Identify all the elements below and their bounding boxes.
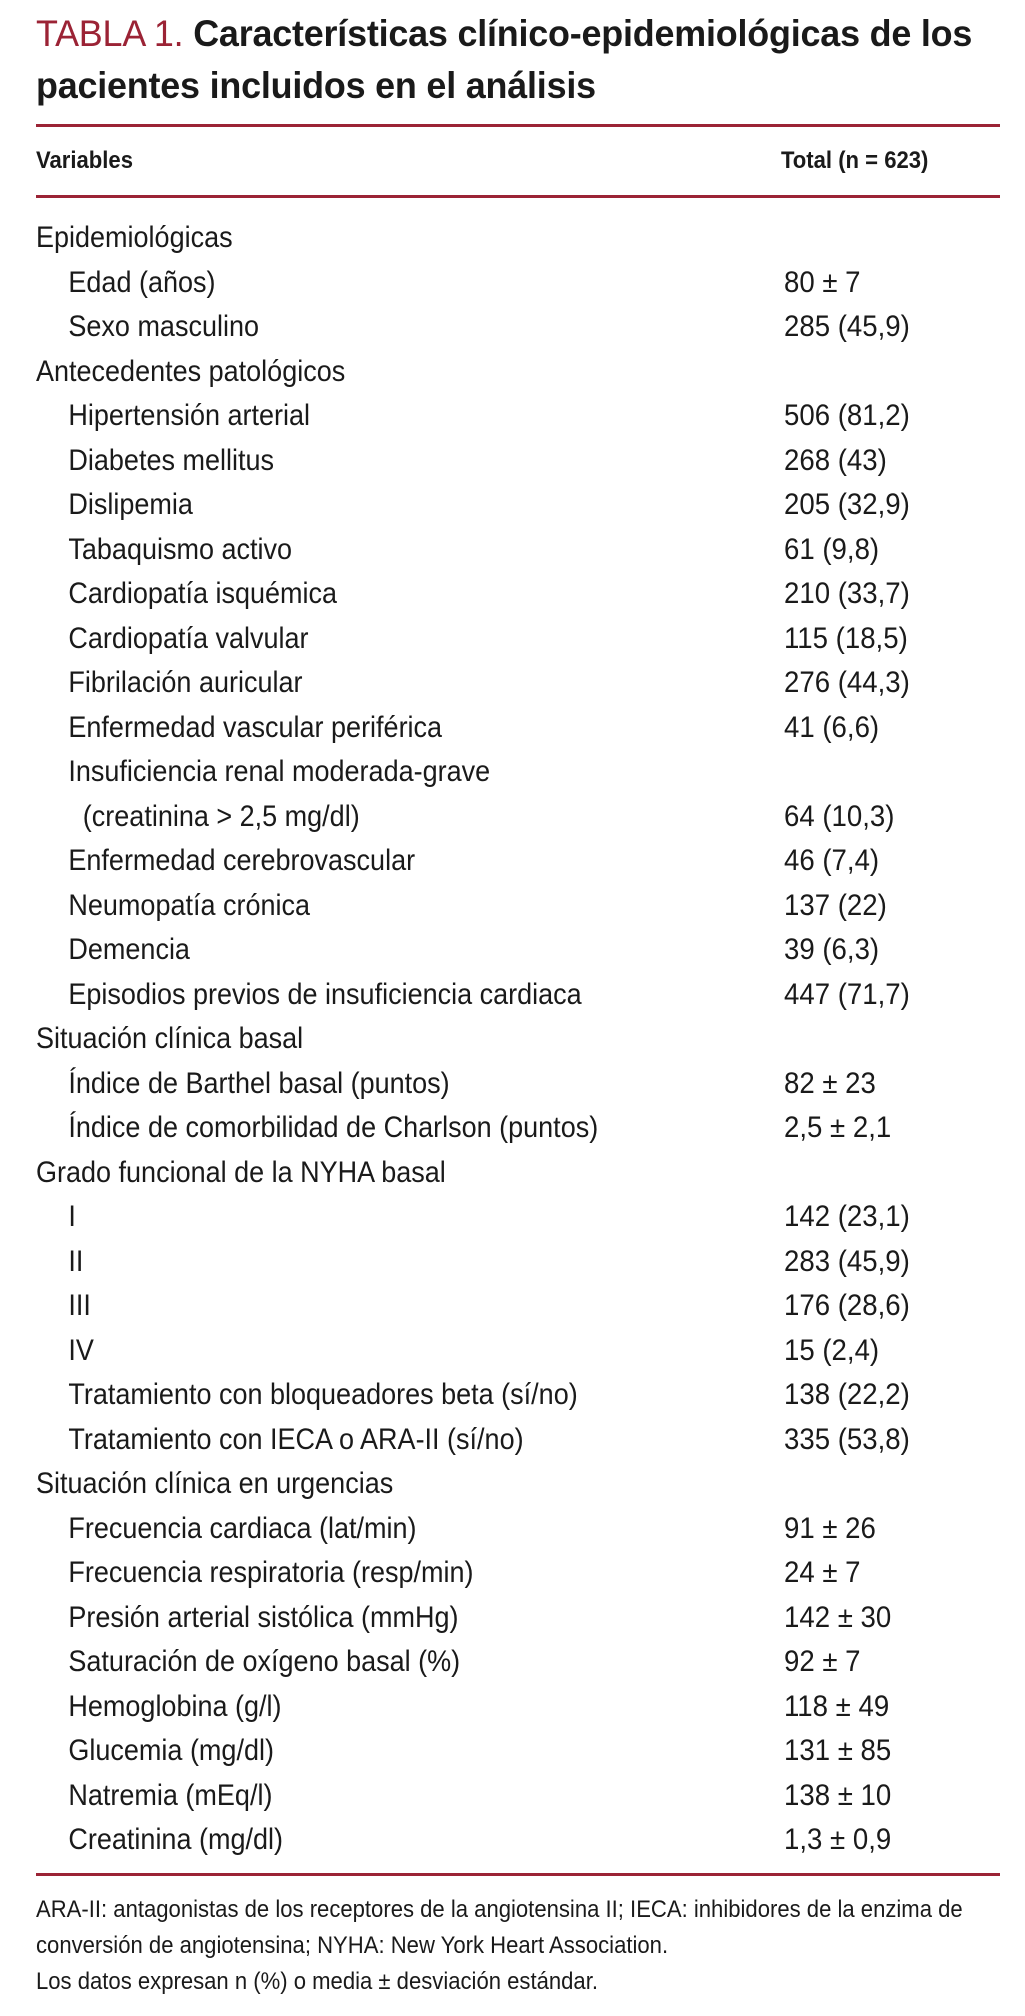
table-row [36, 1373, 1000, 1418]
section-heading-row [36, 350, 1000, 395]
table-row [36, 1507, 1000, 1552]
row-value: 91 ± 26 [784, 1511, 876, 1545]
row-label: Insuficiencia renal moderada-grave [68, 755, 491, 789]
table-title [36, 8, 996, 112]
row-label: IV [68, 1333, 94, 1367]
row-label: Episodios previos de insuficiencia cardiaca [68, 977, 582, 1011]
table-row [36, 261, 1000, 306]
table-row [36, 1329, 1000, 1374]
table-row [36, 439, 1000, 484]
table-row [36, 1418, 1000, 1463]
table-header [36, 127, 1015, 195]
row-label: Frecuencia respiratoria (resp/min) [68, 1556, 474, 1590]
row-label: Hemoglobina (g/l) [68, 1689, 282, 1723]
table-row [36, 884, 1000, 929]
row-label: Situación clínica en urgencias [36, 1467, 394, 1501]
row-value: 131 ± 85 [784, 1734, 892, 1768]
row-value: 210 (33,7) [784, 577, 910, 611]
row-value: 24 ± 7 [784, 1556, 861, 1590]
table-caption: Características clínico-epidemiológicas de los pacientes incluidos en el análisis [36, 13, 973, 106]
header-variables: Variables [36, 147, 133, 174]
table-body [36, 198, 1000, 1873]
row-value: 82 ± 23 [784, 1066, 876, 1100]
section-heading-row [36, 216, 1000, 261]
table-row [36, 1284, 1000, 1329]
table-row [36, 1596, 1000, 1641]
table-row [36, 928, 1000, 973]
row-label: II [68, 1244, 84, 1278]
row-value: 335 (53,8) [784, 1422, 910, 1456]
row-label: Tabaquismo activo [68, 532, 293, 566]
table-row [36, 1818, 1000, 1863]
table-row [36, 1195, 1000, 1240]
table-row [36, 839, 1000, 884]
row-value: 205 (32,9) [784, 488, 910, 522]
row-label: Demencia [68, 933, 190, 967]
row-label: Tratamiento con bloqueadores beta (sí/no) [68, 1378, 578, 1412]
row-label: Tratamiento con IECA o ARA-II (sí/no) [68, 1422, 524, 1456]
table-number: TABLA 1. [36, 13, 184, 54]
section-heading-row [36, 1462, 1000, 1507]
row-label: Frecuencia cardiaca (lat/min) [68, 1511, 417, 1545]
row-label: Hipertensión arterial [68, 399, 311, 433]
row-value: 142 (23,1) [784, 1200, 910, 1234]
table-row [36, 1551, 1000, 1596]
table-row [36, 1062, 1000, 1107]
row-value: 176 (28,6) [784, 1289, 910, 1323]
table-row [36, 795, 1000, 840]
table-row [36, 973, 1000, 1018]
row-value: 15 (2,4) [784, 1333, 880, 1367]
row-label: Grado funcional de la NYHA basal [36, 1155, 446, 1189]
row-label: Situación clínica basal [36, 1022, 304, 1056]
row-value: 268 (43) [784, 443, 887, 477]
table-document [36, 8, 1000, 2000]
row-value: 80 ± 7 [784, 265, 861, 299]
table-row [36, 661, 1000, 706]
table-row [36, 1640, 1000, 1685]
row-value: 92 ± 7 [784, 1645, 861, 1679]
row-value: 283 (45,9) [784, 1244, 910, 1278]
row-label: III [68, 1289, 91, 1323]
row-label: Sexo masculino [68, 310, 260, 344]
row-label: Neumopatía crónica [68, 888, 311, 922]
table-row [36, 1685, 1000, 1730]
header-total: Total (n = 623) [780, 147, 929, 174]
data-format-note: Los datos expresan n (%) o media ± desviación estándar. [36, 1967, 598, 1995]
row-label: Dislipemia [68, 488, 193, 522]
row-label: Glucemia (mg/dl) [68, 1734, 274, 1768]
row-label: Cardiopatía isquémica [68, 577, 338, 611]
row-label: (creatinina > 2,5 mg/dl) [82, 799, 360, 833]
table-row [36, 394, 1000, 439]
table-row [36, 305, 1000, 350]
row-value: 41 (6,6) [784, 710, 880, 744]
row-value: 1,3 ± 0,9 [784, 1823, 892, 1857]
table-row [36, 706, 1000, 751]
row-value: 447 (71,7) [784, 977, 910, 1011]
row-value: 2,5 ± 2,1 [784, 1111, 892, 1145]
row-value: 276 (44,3) [784, 666, 910, 700]
table-row [36, 1106, 1000, 1151]
row-value: 137 (22) [784, 888, 887, 922]
table-row [36, 483, 1000, 528]
row-value: 118 ± 49 [784, 1689, 890, 1723]
row-value: 61 (9,8) [784, 532, 880, 566]
table-row [36, 1729, 1000, 1774]
table-row [36, 1774, 1000, 1819]
table-row [36, 617, 1000, 662]
table-row [36, 750, 1000, 795]
table-row [36, 1240, 1000, 1285]
row-value: 46 (7,4) [784, 844, 880, 878]
abbreviations-note: ARA-II: antagonistas de los receptores de la angiotensina II; IECA: inhibidores de la enzima de conversión de angiotensina; NYHA: New York Heart Association. [36, 1895, 963, 1959]
row-value: 138 (22,2) [784, 1378, 910, 1412]
row-label: Creatinina (mg/dl) [68, 1823, 283, 1857]
row-label: Fibrilación auricular [68, 666, 303, 700]
row-value: 506 (81,2) [784, 399, 910, 433]
row-value: 138 ± 10 [784, 1778, 892, 1812]
table-row [36, 572, 1000, 617]
row-label: Enfermedad cerebrovascular [68, 844, 416, 878]
row-label: Índice de Barthel basal (puntos) [68, 1066, 450, 1100]
row-label: Edad (años) [68, 265, 216, 299]
row-value: 285 (45,9) [784, 310, 910, 344]
row-label: Enfermedad vascular periférica [68, 710, 443, 744]
row-label: Cardiopatía valvular [68, 621, 309, 655]
row-label: Natremia (mEq/l) [68, 1778, 273, 1812]
row-value: 115 (18,5) [784, 621, 908, 655]
row-label: Saturación de oxígeno basal (%) [68, 1645, 461, 1679]
section-heading-row [36, 1017, 1000, 1062]
row-label: Antecedentes patológicos [36, 354, 346, 388]
row-label: Índice de comorbilidad de Charlson (puntos) [68, 1111, 599, 1145]
row-value: 64 (10,3) [784, 799, 895, 833]
row-value: 39 (6,3) [784, 933, 880, 967]
table-row [36, 528, 1000, 573]
table-notes [36, 1876, 1000, 2000]
row-label: I [68, 1200, 76, 1234]
section-heading-row [36, 1151, 1000, 1196]
row-label: Presión arterial sistólica (mmHg) [68, 1600, 459, 1634]
row-label: Diabetes mellitus [68, 443, 274, 477]
row-label: Epidemiológicas [36, 221, 233, 255]
row-value: 142 ± 30 [784, 1600, 892, 1634]
